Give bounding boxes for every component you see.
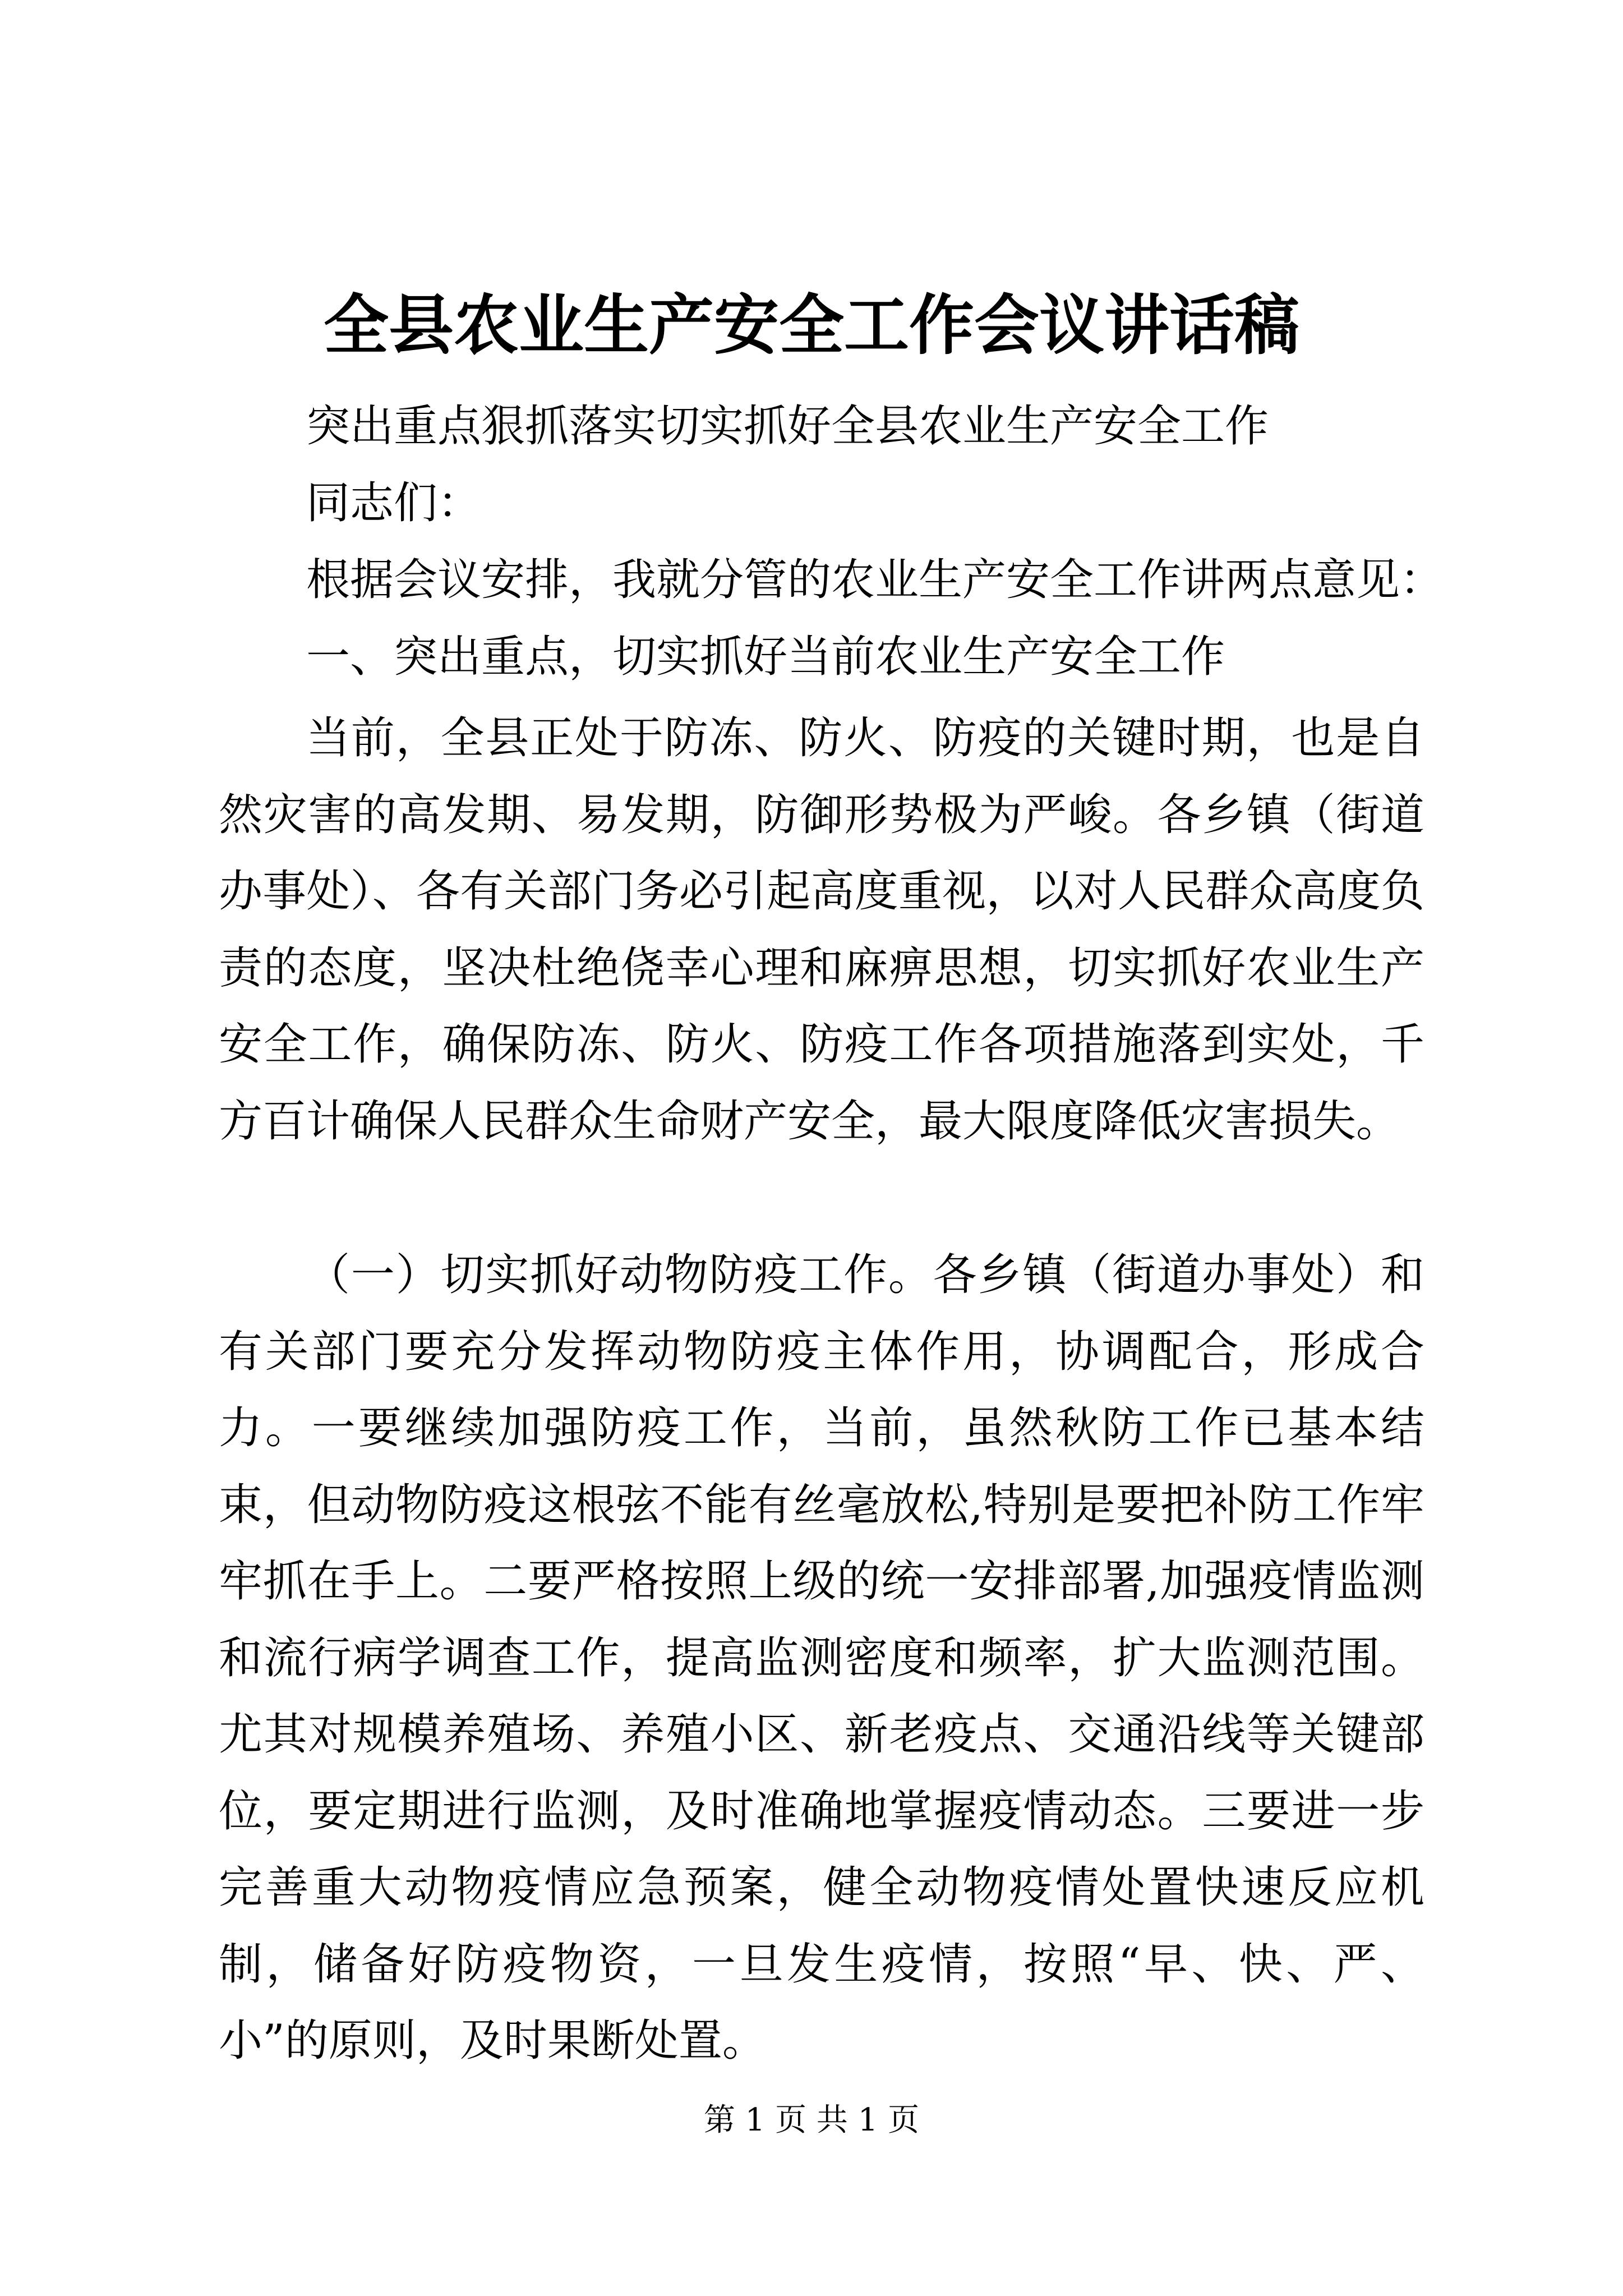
document-title: 全县农业生产安全工作会议讲话稿	[324, 287, 1299, 364]
paragraph-1: 当前，全县正处于防冻、防火、防疫的关键时期，也是自然灾害的高发期、易发期，防御形势极为严峻。各乡镇（街道办事处）、各有关部门务必引起高度重视，以对人民群众高度负责的态度，坚决杜绝侥幸心理和麻痹思想，切实抓好农业生产安全工作，确保防冻、防火、防疫工作各项措施落到实处，千方百计确保人民群众生命财产安全，最大限度降低灾害损失。	[219, 713, 1424, 1147]
paragraph-2: （一）切实抓好动物防疫工作。各乡镇（街道办事处）和有关部门要充分发挥动物防疫主体作用，协调配合，形成合力。一要继续加强防疫工作，当前，虽然秋防工作已基本结束，但动物防疫这根弦不能有丝毫放松,特别是要把补防工作牢牢抓在手上。二要严格按照上级的统一安排部署,加强疫情监测和流行病学调查工作，提高监测密度和频率，扩大监测范围。尤其对规模养殖场、养殖小区、新老疫点、交通沿线等关键部位，要定期进行监测，及时准确地掌握疫情动态。三要进一步完善重大动物疫情应急预案，健全动物疫情处置快速反应机制，储备好防疫物资，一旦发生疫情，按照“早、快、严、小”的原则，及时果断处置。	[219, 1250, 1424, 2066]
salutation: 同志们：	[306, 478, 482, 528]
document-subtitle: 突出重点狠抓落实切实抓好全县农业生产安全工作	[306, 401, 1269, 452]
section-heading: 一、突出重点，切实抓好当前农业生产安全工作	[306, 632, 1225, 682]
page-footer: 第 1 页 共 1 页	[703, 2102, 920, 2138]
intro-line: 根据会议安排，我就分管的农业生产安全工作讲两点意见：	[306, 555, 1444, 605]
